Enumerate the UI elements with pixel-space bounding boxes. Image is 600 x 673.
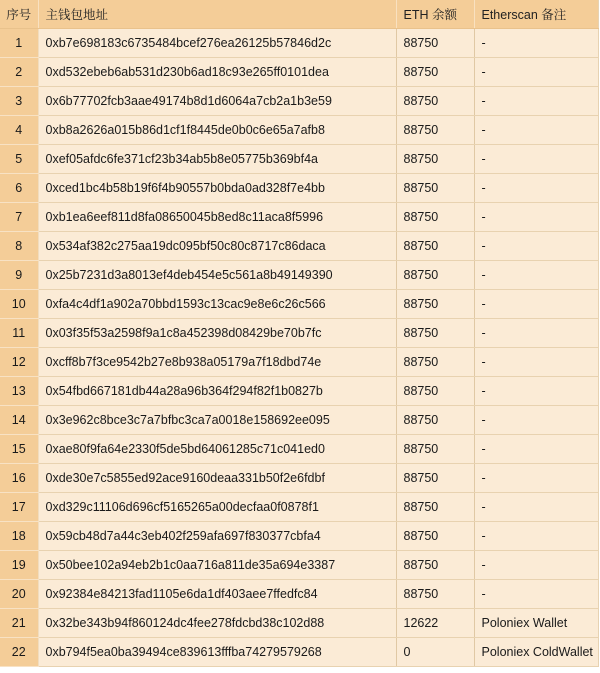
table-row: [0, 348, 598, 377]
table-row: [0, 87, 598, 116]
row-eth-balance: 88750: [396, 377, 474, 406]
row-eth-balance: 88750: [396, 348, 474, 377]
row-note: Poloniex Wallet: [474, 609, 598, 638]
row-index: 8: [0, 232, 38, 261]
row-index: 13: [0, 377, 38, 406]
row-note: Poloniex ColdWallet: [474, 638, 598, 667]
row-address: 0x534af382c275aa19dc095bf50c80c8717c86daca: [38, 232, 396, 261]
row-note: -: [474, 174, 598, 203]
row-address: 0xb794f5ea0ba39494ce839613fffba74279579268: [38, 638, 396, 667]
row-note: -: [474, 87, 598, 116]
table-row: [0, 435, 598, 464]
table-row: [0, 406, 598, 435]
row-index: 5: [0, 145, 38, 174]
row-address: 0xfa4c4df1a902a70bbd1593c13cac9e8e6c26c566: [38, 290, 396, 319]
row-address: 0x25b7231d3a8013ef4deb454e5c561a8b49149390: [38, 261, 396, 290]
row-note: -: [474, 116, 598, 145]
row-note: -: [474, 377, 598, 406]
row-address: 0x92384e84213fad1105e6da1df403aee7ffedfc84: [38, 580, 396, 609]
row-note: -: [474, 435, 598, 464]
row-index: 17: [0, 493, 38, 522]
row-note: -: [474, 464, 598, 493]
row-eth-balance: 88750: [396, 203, 474, 232]
table-row: [0, 522, 598, 551]
header-index: 序号: [0, 0, 38, 29]
table-row: [0, 580, 598, 609]
row-index: 3: [0, 87, 38, 116]
table-row: [0, 551, 598, 580]
table-row: [0, 203, 598, 232]
row-index: 2: [0, 58, 38, 87]
row-address: 0x50bee102a94eb2b1c0aa716a811de35a694e3387: [38, 551, 396, 580]
row-index: 14: [0, 406, 38, 435]
row-eth-balance: 88750: [396, 406, 474, 435]
row-eth-balance: 88750: [396, 522, 474, 551]
row-eth-balance: 88750: [396, 116, 474, 145]
row-eth-balance: 88750: [396, 493, 474, 522]
row-index: 16: [0, 464, 38, 493]
row-note: -: [474, 29, 598, 58]
row-eth-balance: 88750: [396, 58, 474, 87]
row-note: -: [474, 145, 598, 174]
table-row: [0, 377, 598, 406]
row-index: 22: [0, 638, 38, 667]
row-address: 0x32be343b94f860124dc4fee278fdcbd38c102d88: [38, 609, 396, 638]
table-body: [0, 29, 598, 667]
table-row: [0, 464, 598, 493]
row-note: -: [474, 261, 598, 290]
row-eth-balance: 88750: [396, 435, 474, 464]
row-index: 1: [0, 29, 38, 58]
row-index: 18: [0, 522, 38, 551]
row-address: 0x59cb48d7a44c3eb402f259afa697f830377cbfa4: [38, 522, 396, 551]
row-note: -: [474, 319, 598, 348]
row-note: -: [474, 232, 598, 261]
row-index: 21: [0, 609, 38, 638]
row-address: 0xb8a2626a015b86d1cf1f8445de0b0c6e65a7afb8: [38, 116, 396, 145]
row-address: 0x54fbd667181db44a28a96b364f294f82f1b0827b: [38, 377, 396, 406]
row-index: 9: [0, 261, 38, 290]
table-row: [0, 232, 598, 261]
table-row: [0, 261, 598, 290]
row-address: 0xef05afdc6fe371cf23b34ab5b8e05775b369bf4a: [38, 145, 396, 174]
row-eth-balance: 88750: [396, 261, 474, 290]
row-eth-balance: 88750: [396, 145, 474, 174]
row-index: 15: [0, 435, 38, 464]
row-index: 19: [0, 551, 38, 580]
table-row: [0, 58, 598, 87]
row-note: -: [474, 348, 598, 377]
row-eth-balance: 88750: [396, 174, 474, 203]
table-row: [0, 638, 598, 667]
row-note: -: [474, 290, 598, 319]
row-note: -: [474, 58, 598, 87]
row-eth-balance: 88750: [396, 580, 474, 609]
row-address: 0xcff8b7f3ce9542b27e8b938a05179a7f18dbd74e: [38, 348, 396, 377]
row-note: -: [474, 580, 598, 609]
row-address: 0x6b77702fcb3aae49174b8d1d6064a7cb2a1b3e59: [38, 87, 396, 116]
header-address: 主钱包地址: [38, 0, 396, 29]
row-address: 0x03f35f53a2598f9a1c8a452398d08429be70b7fc: [38, 319, 396, 348]
row-eth-balance: 88750: [396, 290, 474, 319]
table-row: [0, 609, 598, 638]
table-row: [0, 29, 598, 58]
row-note: -: [474, 203, 598, 232]
table-row: [0, 145, 598, 174]
row-note: -: [474, 493, 598, 522]
row-index: 6: [0, 174, 38, 203]
row-index: 7: [0, 203, 38, 232]
row-address: 0x3e962c8bce3c7a7bfbc3ca7a0018e158692ee095: [38, 406, 396, 435]
header-etherscan-note: Etherscan 备注: [474, 0, 598, 29]
table-row: [0, 319, 598, 348]
row-eth-balance: 88750: [396, 464, 474, 493]
table-row: [0, 290, 598, 319]
row-note: -: [474, 551, 598, 580]
row-note: -: [474, 406, 598, 435]
row-eth-balance: 12622: [396, 609, 474, 638]
row-address: 0xd329c11106d696cf5165265a00decfaa0f0878f1: [38, 493, 396, 522]
row-index: 12: [0, 348, 38, 377]
table-header: [0, 0, 598, 29]
row-eth-balance: 88750: [396, 319, 474, 348]
row-index: 10: [0, 290, 38, 319]
row-eth-balance: 88750: [396, 551, 474, 580]
row-index: 11: [0, 319, 38, 348]
row-address: 0xb7e698183c6735484bcef276ea26125b57846d2c: [38, 29, 396, 58]
header-row: [0, 0, 598, 29]
row-address: 0xb1ea6eef811d8fa08650045b8ed8c11aca8f5996: [38, 203, 396, 232]
table-row: [0, 116, 598, 145]
row-index: 4: [0, 116, 38, 145]
row-address: 0xae80f9fa64e2330f5de5bd64061285c71c041ed0: [38, 435, 396, 464]
row-eth-balance: 88750: [396, 232, 474, 261]
row-index: 20: [0, 580, 38, 609]
row-note: -: [474, 522, 598, 551]
row-address: 0xced1bc4b58b19f6f4b90557b0bda0ad328f7e4bb: [38, 174, 396, 203]
table-row: [0, 174, 598, 203]
row-eth-balance: 88750: [396, 29, 474, 58]
header-eth-balance: ETH 余额: [396, 0, 474, 29]
table-row: [0, 493, 598, 522]
row-address: 0xd532ebeb6ab531d230b6ad18c93e265ff0101dea: [38, 58, 396, 87]
row-address: 0xde30e7c5855ed92ace9160deaa331b50f2e6fdbf: [38, 464, 396, 493]
row-eth-balance: 0: [396, 638, 474, 667]
row-eth-balance: 88750: [396, 87, 474, 116]
